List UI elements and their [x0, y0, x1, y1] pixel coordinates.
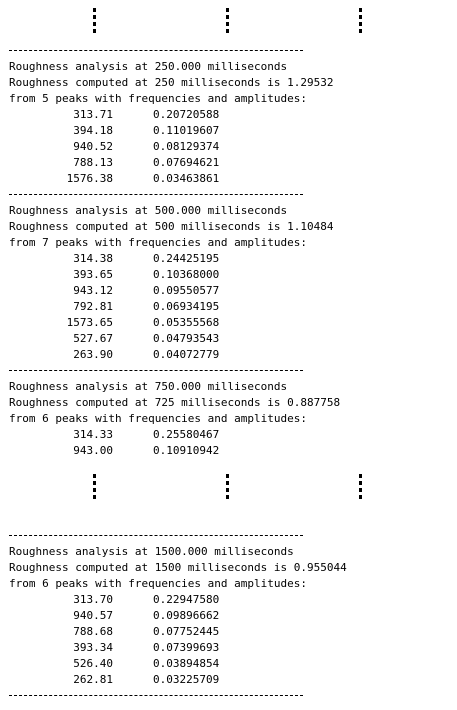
peak-frequency: 1576.38	[66, 172, 113, 185]
ellipsis-row-top	[0, 8, 457, 34]
peak-frequency: 313.70	[73, 593, 113, 606]
peak-amplitude: 0.07694621	[153, 156, 220, 169]
peaks-intro: from 6 peaks with frequencies and amplitudes:	[9, 577, 308, 590]
peak-amplitude: 0.10368000	[153, 268, 220, 281]
roughness-result: Roughness computed at 250 milliseconds is 1.29532	[9, 76, 334, 89]
peak-row	[0, 427, 457, 443]
peak-frequency: 527.67	[73, 332, 113, 345]
peak-frequency: 943.00	[73, 444, 113, 455]
vertical-ellipsis-icon	[93, 8, 96, 34]
vertical-ellipsis-icon	[93, 474, 96, 500]
peak-amplitude: 0.09550577	[153, 284, 220, 297]
peak-frequency: 393.65	[73, 268, 113, 281]
roughness-result: Roughness computed at 725 milliseconds is 0.887758	[9, 396, 341, 409]
peak-frequency: 393.34	[73, 641, 113, 654]
separator-line	[0, 43, 457, 59]
peak-row	[0, 608, 457, 624]
output-excerpt-bottom	[0, 528, 457, 708]
peak-amplitude: 0.03463861	[153, 172, 220, 185]
ellipsis-row-middle	[0, 474, 457, 500]
peaks-intro: from 5 peaks with frequencies and amplitudes:	[9, 92, 308, 105]
analysis-block-500	[0, 203, 457, 363]
peak-amplitude: 0.03225709	[153, 673, 220, 686]
peak-row	[0, 299, 457, 315]
peak-row	[0, 640, 457, 656]
peak-amplitude: 0.05355568	[153, 316, 220, 329]
peak-amplitude: 0.04072779	[153, 348, 220, 361]
vertical-ellipsis-icon	[226, 474, 229, 500]
peak-row	[0, 251, 457, 267]
peak-frequency: 314.33	[73, 428, 113, 441]
peak-frequency: 940.52	[73, 140, 113, 153]
vertical-ellipsis-icon	[359, 474, 362, 500]
peak-row	[0, 331, 457, 347]
peak-amplitude: 0.07752445	[153, 625, 220, 638]
peak-frequency: 313.71	[73, 108, 113, 121]
peak-frequency: 263.90	[73, 348, 113, 361]
peaks-intro: from 7 peaks with frequencies and amplitudes:	[9, 236, 308, 249]
peak-frequency: 1573.65	[66, 316, 113, 329]
peak-row	[0, 592, 457, 608]
separator-line	[0, 187, 457, 203]
roughness-result: Roughness computed at 500 milliseconds is 1.10484	[9, 220, 334, 233]
peak-amplitude: 0.25580467	[153, 428, 220, 441]
peak-amplitude: 0.06934195	[153, 300, 220, 313]
analysis-block-250	[0, 59, 457, 187]
peak-row	[0, 171, 457, 187]
peak-row	[0, 443, 457, 455]
peak-frequency: 788.68	[73, 625, 113, 638]
peak-row	[0, 672, 457, 688]
peak-row	[0, 347, 457, 363]
analysis-heading: Roughness analysis at 500.000 milliseconds	[9, 204, 288, 217]
peak-row	[0, 283, 457, 299]
analysis-heading: Roughness analysis at 1500.000 milliseconds	[9, 545, 294, 558]
peak-amplitude: 0.10910942	[153, 444, 220, 455]
peak-frequency: 788.13	[73, 156, 113, 169]
peak-row	[0, 267, 457, 283]
peak-amplitude: 0.20720588	[153, 108, 220, 121]
output-excerpt-top	[0, 43, 457, 455]
peak-frequency: 792.81	[73, 300, 113, 313]
peak-amplitude: 0.03894854	[153, 657, 220, 670]
peak-row	[0, 656, 457, 672]
roughness-result: Roughness computed at 1500 milliseconds is 0.955044	[9, 561, 347, 574]
peak-row	[0, 624, 457, 640]
peak-frequency: 262.81	[73, 673, 113, 686]
peak-row	[0, 123, 457, 139]
peak-frequency: 314.38	[73, 252, 113, 265]
peaks-intro: from 6 peaks with frequencies and amplitudes:	[9, 412, 308, 425]
peak-frequency: 943.12	[73, 284, 113, 297]
peak-amplitude: 0.24425195	[153, 252, 220, 265]
peak-row	[0, 315, 457, 331]
separator-line	[0, 688, 457, 704]
peak-frequency: 394.18	[73, 124, 113, 137]
separator-line	[0, 363, 457, 379]
peak-amplitude: 0.11019607	[153, 124, 220, 137]
peak-row	[0, 155, 457, 171]
vertical-ellipsis-icon	[359, 8, 362, 34]
analysis-block-750	[0, 379, 457, 455]
separator-line	[0, 528, 457, 544]
peak-row	[0, 107, 457, 123]
analysis-heading: Roughness analysis at 750.000 milliseconds	[9, 380, 288, 393]
peak-frequency: 526.40	[73, 657, 113, 670]
peak-amplitude: 0.07399693	[153, 641, 220, 654]
peak-amplitude: 0.04793543	[153, 332, 220, 345]
peak-frequency: 940.57	[73, 609, 113, 622]
peak-amplitude: 0.08129374	[153, 140, 220, 153]
analysis-heading: Roughness analysis at 250.000 milliseconds	[9, 60, 288, 73]
analysis-block-1500	[0, 544, 457, 688]
peak-amplitude: 0.09896662	[153, 609, 220, 622]
vertical-ellipsis-icon	[226, 8, 229, 34]
peak-amplitude: 0.22947580	[153, 593, 220, 606]
peak-row	[0, 139, 457, 155]
